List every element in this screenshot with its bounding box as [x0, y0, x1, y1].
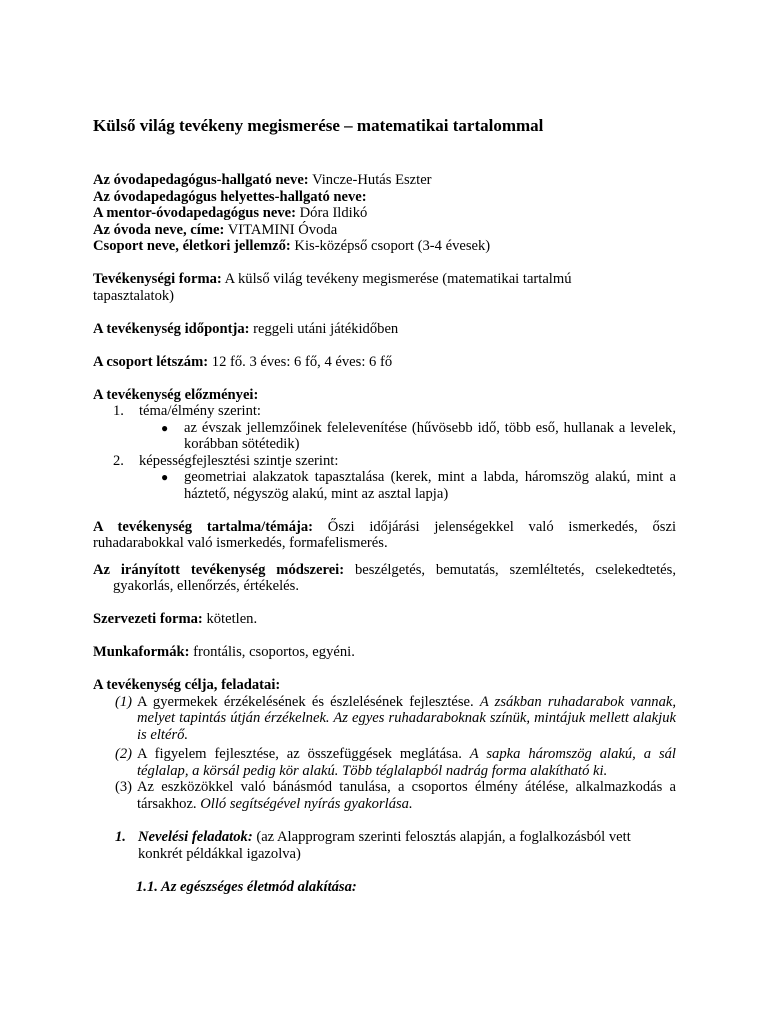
- document-body: [93, 172, 676, 896]
- time-value: reggeli utáni játékidőben: [253, 320, 399, 337]
- bullet-text: az évszak jellemzőinek felelevenítése (hűvösebb idő, több eső, hullanak a levelek, korábban sötétedik): [184, 419, 676, 452]
- headcount-label: A csoport létszám:: [93, 353, 209, 370]
- header-info: [93, 172, 676, 255]
- student-label: Az óvodapedagógus-hallgató neve:: [93, 172, 309, 188]
- bullet-icon: ●: [161, 420, 169, 435]
- document-title: Külső világ tevékeny megismerése – matematikai tartalommal: [93, 116, 544, 135]
- work-forms-row: [93, 644, 676, 661]
- organization-label: Szervezeti forma:: [93, 611, 203, 627]
- topic-row: [93, 519, 676, 552]
- goal-item: [93, 694, 676, 744]
- goal-item: [93, 779, 676, 812]
- educational-tasks-row: [93, 829, 676, 862]
- work-forms-label: Munkaformák:: [93, 644, 190, 660]
- educational-number: 1.: [115, 829, 126, 845]
- student-value: Vincze-Hutás Eszter: [312, 172, 432, 188]
- bullet-item: [93, 469, 676, 502]
- antecedent-bullets: [93, 469, 676, 502]
- antecedent-item: [93, 453, 676, 503]
- time-row: [93, 321, 676, 338]
- goal-number: (2): [115, 746, 133, 762]
- group-value: Kis-középső csoport (3-4 évesek): [294, 238, 491, 254]
- antecedent-bullets: [93, 420, 676, 453]
- educational-label: Nevelési feladatok:: [138, 829, 253, 845]
- student-row: [93, 172, 676, 189]
- activity-form-row: [93, 271, 676, 304]
- deputy-label: Az óvodapedagógus helyettes-hallgató neve:: [93, 188, 367, 205]
- antecedents-list: [93, 403, 676, 502]
- goal-number: (1): [115, 693, 133, 710]
- antecedent-item: [93, 403, 676, 453]
- headcount-value: 12 fő. 3 éves: 6 fő, 4 éves: 6 fő: [211, 353, 393, 370]
- goal-example: A sapka háromszög alakú, a sál téglalap, a körsál pedig kör alakú. Több téglalapból nadrág forma alakítható ki.: [137, 746, 676, 779]
- headcount-row: [93, 354, 676, 371]
- topic-value: Őszi időjárási jelenségekkel való ismerkedés, őszi ruhadarabokkal való ismerkedés, formafelismerés.: [93, 518, 676, 551]
- activity-form-value-line1: A külső világ tevékeny megismerése (matematikai tartalmú: [224, 271, 572, 287]
- kindergarten-label: Az óvoda neve, címe:: [93, 221, 225, 238]
- topic-label: A tevékenység tartalma/témája:: [93, 518, 314, 535]
- antecedent-text: képességfejlesztési szintje szerint:: [139, 452, 339, 469]
- antecedents-heading: A tevékenység előzményei:: [93, 386, 259, 403]
- bullet-icon: ●: [161, 470, 169, 484]
- kindergarten-value: VITAMINI Óvoda: [227, 221, 338, 238]
- goal-text: Az eszközökkel való bánásmód tanulása, a csoportos élmény átélése, alkalmazkodás a társakhoz.: [137, 779, 676, 812]
- antecedent-number: 1.: [113, 403, 124, 419]
- methods-label: Az irányított tevékenység módszerei:: [93, 561, 345, 578]
- time-label: A tevékenység időpontja:: [93, 320, 250, 337]
- goal-item: [93, 746, 676, 779]
- bullet-item: [93, 420, 676, 453]
- mentor-value: Dóra Ildikó: [299, 205, 368, 221]
- methods-value: beszélgetés, bemutatás, szemléltetés, cselekedtetés, gyakorlás, ellenőrzés, értékelés.: [113, 561, 676, 594]
- work-forms-value: frontális, csoportos, egyéni.: [193, 644, 355, 660]
- activity-form-label: Tevékenységi forma:: [93, 271, 222, 287]
- bullet-text: geometriai alakzatok tapasztalása (kerek, mint a labda, háromszög alakú, mint a háztető, négyszög alakú, mint az asztal lapja): [184, 469, 676, 502]
- organization-row: [93, 611, 676, 628]
- organization-value: kötetlen.: [206, 611, 258, 627]
- group-row: [93, 238, 676, 255]
- antecedent-number: 2.: [113, 452, 124, 469]
- goal-number: (3): [115, 779, 133, 795]
- goals-list: [93, 694, 676, 813]
- methods-row: [93, 562, 676, 595]
- mentor-row: [93, 205, 676, 222]
- subsection-heading: 1.1. Az egészséges életmód alakítása:: [136, 879, 357, 895]
- goal-text: A figyelem fejlesztése, az összefüggések meglátása.: [137, 746, 462, 762]
- mentor-label: A mentor-óvodapedagógus neve:: [93, 205, 296, 221]
- antecedent-text: téma/élmény szerint:: [139, 403, 261, 419]
- goal-text: A gyermekek érzékelésének és észlelésének fejlesztése.: [137, 693, 474, 710]
- activity-form-value-line2: tapasztalatok): [93, 287, 175, 304]
- kindergarten-row: [93, 222, 676, 239]
- deputy-row: [93, 189, 676, 206]
- goal-example: A zsákban ruhadarabok vannak, melyet tapintás útján érzékelnek. Az egyes ruhadaraboknak színük, mintájuk mellett alakjuk is eltérő.: [137, 693, 677, 743]
- group-label: Csoport neve, életkori jellemző:: [93, 238, 291, 254]
- goals-heading: A tevékenység célja, feladatai:: [93, 677, 281, 693]
- goal-example: Olló segítségével nyírás gyakorlása.: [200, 795, 413, 812]
- educational-value: (az Alapprogram szerinti felosztás alapján, a foglalkozásból vett konkrét példákkal igazolva): [138, 829, 631, 862]
